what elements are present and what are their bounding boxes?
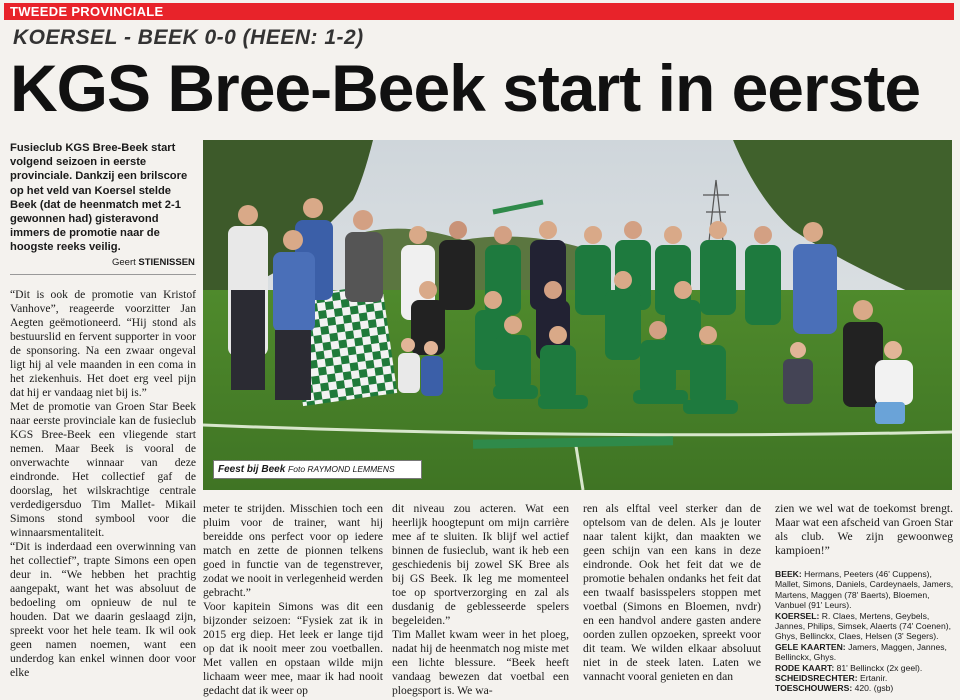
stat-label: TOESCHOUWERS:: [775, 683, 853, 694]
photo-illustration: [203, 140, 952, 490]
body-column-2: [203, 502, 383, 698]
stat-label: BEEK:: [775, 569, 802, 579]
stat-line: [775, 683, 955, 693]
paragraph: “Dit is ook de promotie van Kristof Vanhove”, reageerde voorzitter Jan Aegten geëmotioneerd. “Hij stond als bestuurslid en fervent supporter in voor de sponsoring. Na een zwaar ongeval ligt hij al vele maanden in een coma in het ziekenhuis. Het doet erg veel pijn dat hij er vandaag niet bij is.”: [10, 288, 196, 399]
stat-text: Ertanir.: [860, 673, 888, 684]
lead-paragraph: Fusieclub KGS Bree-Beek start volgend seizoen in eerste provinciale. Dankzij een brilscore op het veld van Koersel stelde Beek (dat de heenmatch met 2-1 gewonnen had) gisteravond immers de promotie naar de hoogste reeks veilig.: [10, 142, 188, 254]
stat-line: [775, 663, 955, 673]
team-celebration-photo: [203, 140, 952, 490]
caption-credit: Foto RAYMOND LEMMENS: [288, 464, 395, 474]
body-column-5: [775, 502, 953, 558]
paragraph: zien we wel wat de toekomst brengt. Maar wat een afscheid van Groen Star als club. We zijn gewoonweg kampioen!”: [775, 502, 953, 557]
body-column-1: [10, 288, 196, 680]
stat-label: RODE KAART:: [775, 662, 835, 673]
paragraph: Met de promotie van Groen Star Beek naar eerste provinciale kan de fusieclub KGS Bree-Beek een vliegende start nemen. Maar Beek is vooral de onverwachte winnaar van deze eindronde. Het collectief gaf de doorslag, het wilskrachtige centrale verdedigersduo Tim Mallet- Mikail Simons stond symbool voor die winnaarsmentaliteit.: [10, 400, 196, 539]
stat-line: [775, 673, 955, 683]
paragraph: Tim Mallet kwam weer in het ploeg, nadat hij de heenmatch nog miste met een lichte blessure. “Beek heeft vandaag bewezen dat voetbal een ploegsport is. We wa-: [392, 628, 569, 697]
paragraph: meter te strijden. Misschien toch een pluim voor de trainer, want hij bereidde ons perfect voor op iedere match en zette de pionnen telkens goed in functie van de tegenstrever, zodat we nooit in verlegenheid werden gebracht.”: [203, 502, 383, 599]
paragraph: dit niveau zou acteren. Wat een heerlijk hoogtepunt om mijn carrière mee af te sluiten. Ik blijf wel actief binnen de fusieclub, want ik heb een geschiedenis bij zowel SK Bree als bij GS Beek. Ik leg me momenteel toe op sportverzorging en zal als dusdanig de geblesseerde spelers begeleiden.”: [392, 502, 569, 627]
match-kicker: KOERSEL - BEEK 0-0 (HEEN: 1-2): [13, 26, 364, 49]
headline: KGS Bree-Beek start in eerste: [10, 51, 921, 125]
stat-label: SCHEIDSRECHTER:: [775, 673, 858, 684]
body-column-4: [583, 502, 761, 684]
match-stats-box: [775, 569, 955, 694]
stat-text: R. Claes, Mertens, Geybels, Jannes, Philips, Simsek, Alaerts (74' Coenen), Ghys, Bellinckx, Claes, Helsen (3' Segers).: [775, 610, 951, 642]
byline-last: STIENISSEN: [138, 257, 195, 268]
stat-label: KOERSEL:: [775, 610, 820, 621]
stat-line: [775, 642, 955, 663]
paragraph: ren als elftal veel sterker dan de optelsom van de delen. Als je louter naar talent kijkt, dan maakten we geen schijn van een kans in deze eindronde. Ook het feit dat we de promotie behalen ondanks het feit dat een twaalf basisspelers stoppen met voetbal (Simons en Bloemen, nvdr) en een handvol andere gasten andere oorden zullen opzoeken, spreekt voor dit team. We wilden elkaar absoluut niet in de steek laten. Laten we vannacht vooral genieten en dan: [583, 502, 761, 683]
stat-line: [775, 569, 955, 611]
byline: [112, 257, 195, 268]
paragraph: Voor kapitein Simons was dit een bijzonder seizoen: “Fysiek zat ik in 2015 erg diep. Het leek er lange tijd op dat ik nooit meer zou voetballen. Met vallen en opstaan wilde mijn lichaam weer mee, maar ik had nooit gedacht dat ik weer op: [203, 600, 383, 697]
stat-text: Jamers, Maggen, Jannes, Bellinckx, Ghys.: [775, 641, 947, 663]
caption-title: Feest bij Beek: [218, 464, 286, 475]
stat-text: 420. (gsb): [854, 683, 894, 694]
stat-text: Hermans, Peeters (46' Cuppens), Mallet, Simons, Daniels, Cardeynaels, Jamers, Martens, Maggen (78' Baerts), Bloemen, Vanbuel (91' Leurs).: [775, 569, 954, 611]
photo-caption: [213, 460, 422, 479]
stat-label: GELE KAARTEN:: [775, 641, 846, 652]
stat-line: [775, 611, 955, 642]
stat-text: 81' Bellinckx (2x geel).: [836, 662, 923, 673]
byline-first: Geert: [112, 257, 136, 268]
paragraph: “Dit is inderdaad een overwinning van het collectief”, trapte Simons een open deur in. “We hebben het prachtig aangepakt, want het was absoluut de bedoeling om opnieuw de nul te houden. Dat we daarin geslaagd zijn, spreekt voor het hele team. Ik wil ook geen namen noemen, want een underdog kan enkel winnen door voor elke: [10, 540, 196, 679]
byline-divider: [10, 274, 196, 275]
section-rubric: TWEEDE PROVINCIALE: [10, 4, 164, 19]
body-column-3: [392, 502, 569, 698]
